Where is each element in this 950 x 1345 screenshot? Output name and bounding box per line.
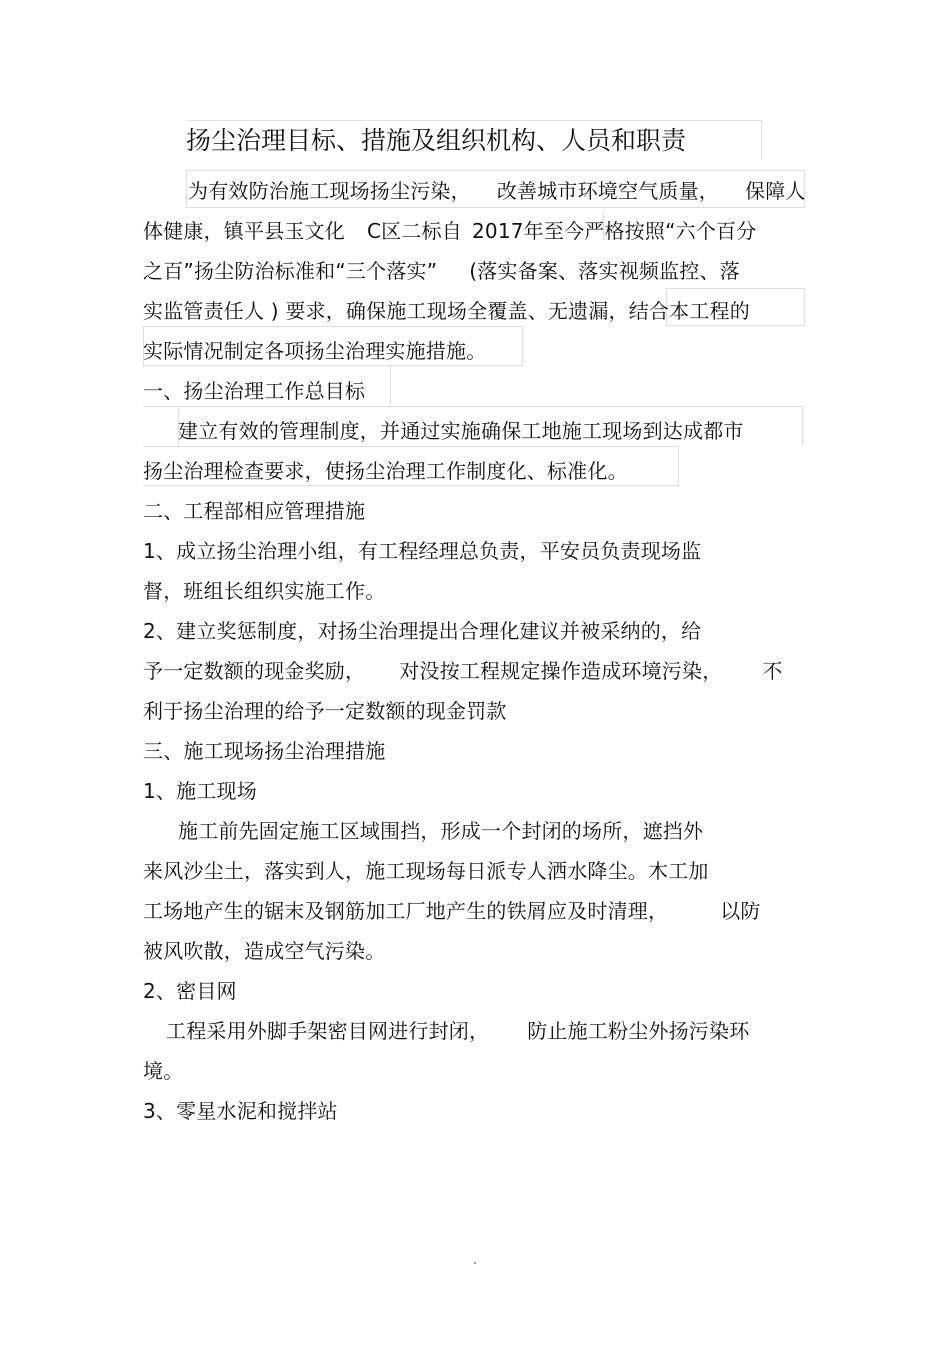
text-segment: 工场地产生的锯末及钢筋加工厂地产生的铁屑应及时清理， bbox=[143, 899, 669, 923]
section1-line-2: 扬尘治理检查要求，使扬尘治理工作制度化、标准化。 bbox=[143, 459, 628, 483]
text-segment: 改善城市环境空气质量， bbox=[496, 179, 720, 203]
section2-line-2: 督，班组长组织实施工作。 bbox=[143, 579, 386, 603]
text-segment: 之百”扬尘防治标准和“三个落实” bbox=[143, 259, 438, 283]
section-heading-1: 一、扬尘治理工作总目标 bbox=[143, 379, 366, 403]
text-segment: 以防 bbox=[720, 899, 761, 923]
subsection-heading-2: 2、密目网 bbox=[143, 979, 237, 1003]
intro-line-2 bbox=[143, 216, 756, 246]
intro-line-4: 实监管责任人 ) 要求，确保施工现场全覆盖、无遗漏，结合本工程的 bbox=[143, 299, 750, 323]
section-heading-3: 三、施工现场扬尘治理措施 bbox=[143, 739, 386, 763]
sub1-line-2: 来风沙尘土，落实到人，施工现场每日派专人洒水降尘。木工加 bbox=[143, 859, 709, 883]
subsection-heading-3: 3、零星水泥和搅拌站 bbox=[143, 1099, 338, 1123]
text-segment: 保障人 bbox=[745, 179, 806, 203]
section2-line-5: 利于扬尘治理的给予一定数额的现金罚款 bbox=[143, 699, 507, 723]
sub1-line-4: 被风吹散，造成空气污染。 bbox=[143, 939, 386, 963]
text-segment: 不 bbox=[762, 659, 783, 683]
text-segment: 对没按工程规定操作造成环境污染， bbox=[399, 659, 723, 683]
section-heading-2: 二、工程部相应管理措施 bbox=[143, 499, 366, 523]
page-dot-mark bbox=[474, 1262, 476, 1264]
sub1-line-1: 施工前先固定施工区域围挡，形成一个封闭的场所，遮挡外 bbox=[178, 819, 704, 843]
section2-line-1: 1、成立扬尘治理小组，有工程经理总负责，平安员负责现场监 bbox=[143, 539, 702, 563]
section1-line-1: 建立有效的管理制度，并通过实施确保工地施工现场到达成都市 bbox=[178, 419, 744, 443]
section2-line-3: 2、建立奖惩制度，对扬尘治理提出合理化建议并被采纳的，给 bbox=[143, 619, 702, 643]
intro-line-5: 实际情况制定各项扬尘治理实施措施。 bbox=[143, 339, 487, 363]
text-segment: 体健康，镇平县玉文化 bbox=[143, 219, 345, 243]
sub2-line-2: 境。 bbox=[143, 1059, 184, 1083]
document-title: 扬尘治理目标、措施及组织机构、人员和职责 bbox=[186, 120, 762, 160]
text-segment: 为有效防治施工现场扬尘污染， bbox=[188, 179, 471, 203]
intro-line-1 bbox=[188, 176, 806, 206]
subsection-heading-1: 1、施工现场 bbox=[143, 779, 257, 803]
text-segment: 防止施工粉尘外扬污染环 bbox=[527, 1019, 750, 1043]
text-segment: (落实备案、落实视频监控、落 bbox=[469, 259, 740, 283]
text-segment: 工程采用外脚手架密目网进行封闭， bbox=[166, 1019, 490, 1043]
sub2-line-1 bbox=[166, 1016, 749, 1046]
sub1-line-3 bbox=[143, 896, 761, 926]
intro-line-3 bbox=[143, 256, 740, 286]
text-segment: 予一定数额的现金奖励， bbox=[143, 659, 366, 683]
section2-line-4 bbox=[143, 656, 783, 686]
scan-box bbox=[390, 366, 391, 406]
text-segment: C区二标自 bbox=[367, 219, 462, 243]
text-segment: 2017年至今严格按照“六个百分 bbox=[471, 219, 757, 243]
